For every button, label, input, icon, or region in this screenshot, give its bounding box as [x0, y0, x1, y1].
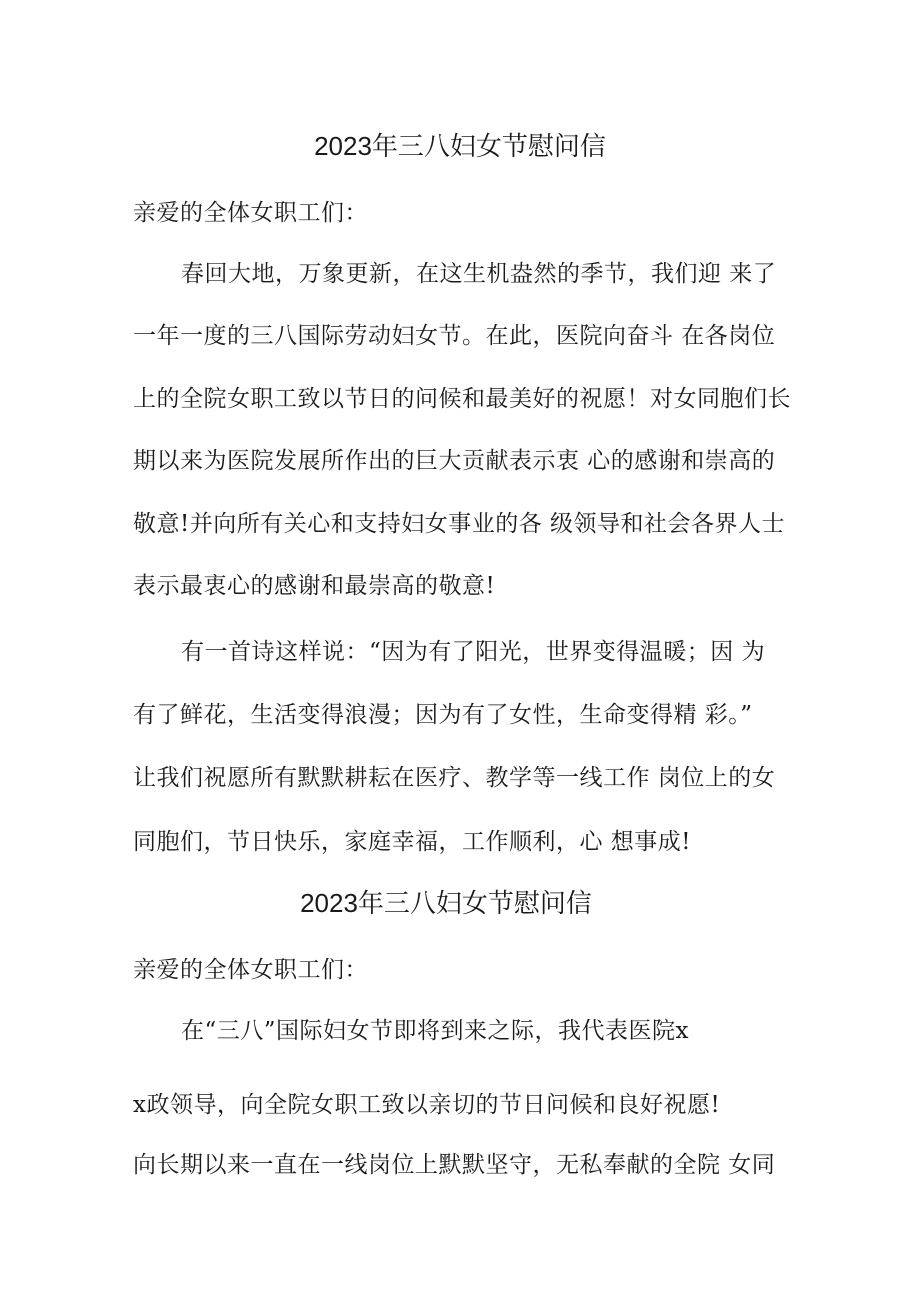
letter-1-line: 春回大地，万象更新，在这生机盎然的季节，我们迎 来了: [181, 261, 777, 287]
letter-1-title: 2023年三八妇女节慰问信: [314, 131, 606, 161]
letter-1-line: 让我们祝愿所有默默耕耘在医疗、教学等一线工作 岗位上的女: [133, 765, 776, 791]
letter-1-line: 上的全院女职工致以节日的问候和最美好的祝愿！对女同胞们长: [133, 386, 791, 412]
letter-1-line: 有一首诗这样说：“因为有了阳光，世界变得温暖；因 为: [181, 639, 766, 665]
letter-1-line: 表示最衷心的感谢和最崇高的敬意!: [133, 573, 496, 599]
letter-2-title: 2023年三八妇女节慰问信: [300, 888, 592, 918]
letter-1-greeting: 亲爱的全体女职工们：: [133, 200, 368, 226]
letter-2-line: x政领导，向全院女职工致以亲切的节日问候和良好祝愿!: [133, 1092, 721, 1118]
letter-1-line: 期以来为医院发展所作出的巨大贡献表示衷 心的感谢和崇高的: [133, 448, 776, 474]
letter-1-line: 有了鲜花，生活变得浪漫；因为有了女性，生命变得精 彩。”: [133, 702, 753, 728]
letter-1-line: 敬意!并向所有关心和支持妇女事业的各 级领导和社会各界人士: [133, 511, 786, 537]
letter-2-line: 向长期以来一直在一线岗位上默默坚守，无私奉献的全院 女同: [133, 1152, 776, 1178]
letter-2-greeting: 亲爱的全体女职工们：: [133, 957, 368, 983]
letter-1-line: 一年一度的三八国际劳动妇女节。在此，医院向奋斗 在各岗位: [133, 323, 776, 349]
letter-2-line: 在“三八”国际妇女节即将到来之际，我代表医院x: [181, 1018, 689, 1044]
letter-1-line: 同胞们，节日快乐，家庭幸福，工作顺利，心 想事成!: [133, 829, 692, 855]
